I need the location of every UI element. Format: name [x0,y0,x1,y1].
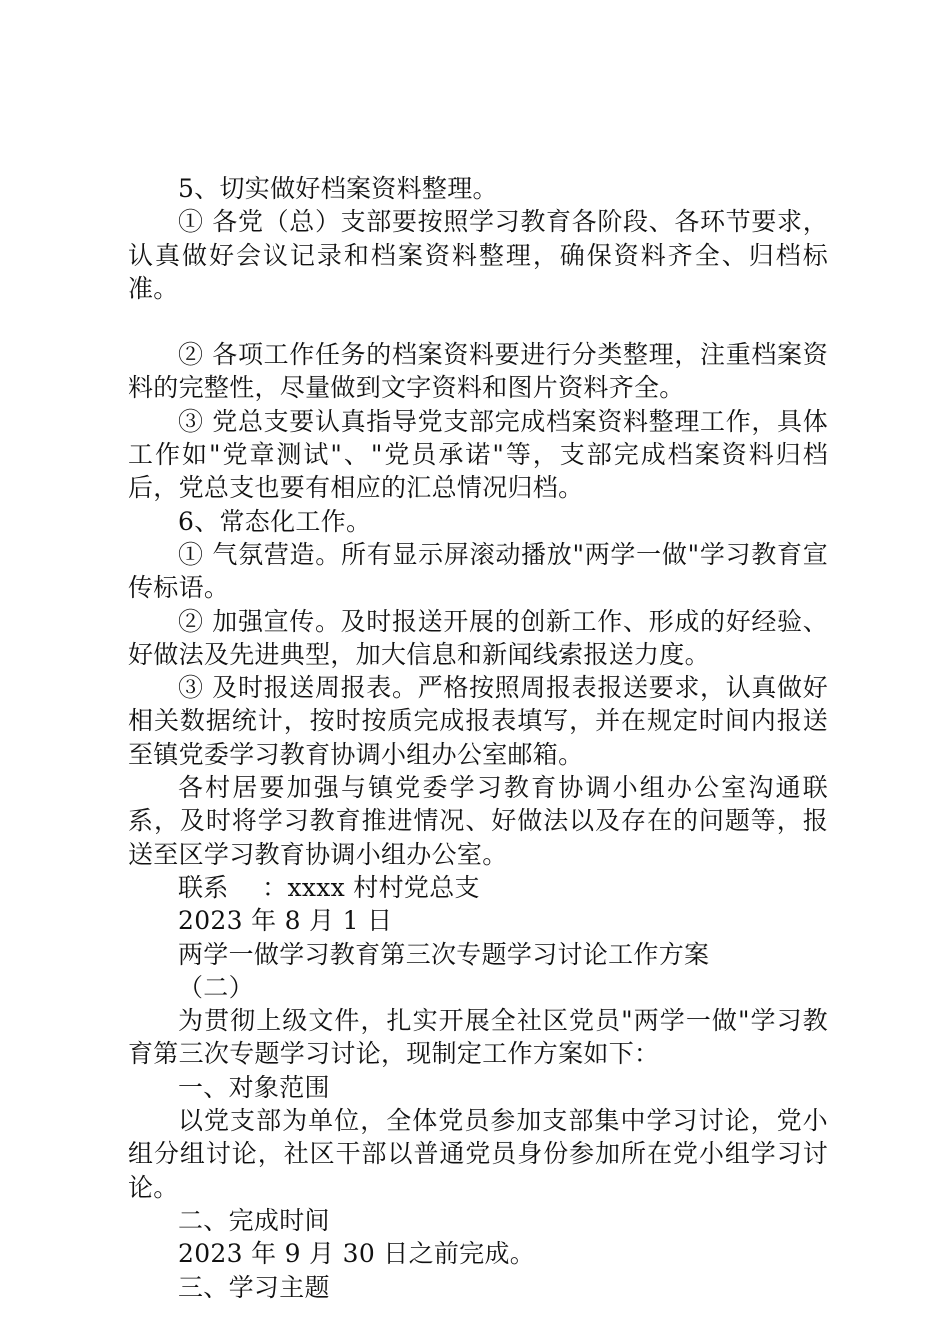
section-heading-routine: 6、常态化工作。 [178,506,372,536]
document-body [128,172,828,1304]
document-subtitle: （二） [178,972,254,1002]
paragraph-item-2: ② 各项工作任务的档案资料要进行分类整理，注重档案资料的完整性，尽量做到文字资料和图片资料齐全。 [128,340,828,403]
paragraph-weekly-report: ③ 及时报送周报表。严格按照周报表报送要求，认真做好相关数据统计，按时按质完成报表填写，并在规定时间内报送至镇党委学习教育协调小组办公室邮箱。 [128,673,828,769]
contact-line: 联系 ：xxxx 村村党总支 [178,872,480,902]
paragraph-item-3: ③ 党总支要认真指导党支部完成档案资料整理工作，具体工作如"党章测试"、"党员承诺"等，支部完成档案资料归档后，党总支也要有相应的汇总情况归档。 [128,406,828,503]
paragraph-scope: 以党支部为单位，全体党员参加支部集中学习讨论，党小组分组讨论，社区干部以普通党员身份参加所在党小组学习讨论。 [128,1106,828,1202]
section-heading-deadline: 二、完成时间 [178,1205,330,1235]
paragraph-publicity: ② 加强宣传。及时报送开展的创新工作、形成的好经验、好做法及先进典型，加大信息和新闻线索报送力度。 [128,606,828,669]
document-title: 两学一做学习教育第三次专题学习讨论工作方案 [178,939,710,969]
section-heading-scope: 一、对象范围 [178,1072,330,1102]
paragraph-intro: 为贯彻上级文件，扎实开展全社区党员"两学一做"学习教育第三次专题学习讨论，现制定工作方案如下： [128,1006,828,1069]
section-heading-archive: 5、切实做好档案资料整理。 [178,174,498,203]
date-line: 2023 年 8 月 1 日 [178,906,393,936]
section-heading-theme: 三、学习主题 [178,1272,330,1302]
paragraph-village-contact: 各村居要加强与镇党委学习教育协调小组办公室沟通联系，及时将学习教育推进情况、好做法以及存在的问题等，报送至区学习教育协调小组办公室。 [128,773,828,869]
paragraph-item-1: ① 各党（总）支部要按照学习教育各阶段、各环节要求，认真做好会议记录和档案资料整理，确保资料齐全、归档标准。 [128,207,828,303]
paragraph-deadline: 2023 年 9 月 30 日之前完成。 [178,1239,536,1269]
paragraph-atmosphere: ① 气氛营造。所有显示屏滚动播放"两学一做"学习教育宣传标语。 [128,539,828,603]
